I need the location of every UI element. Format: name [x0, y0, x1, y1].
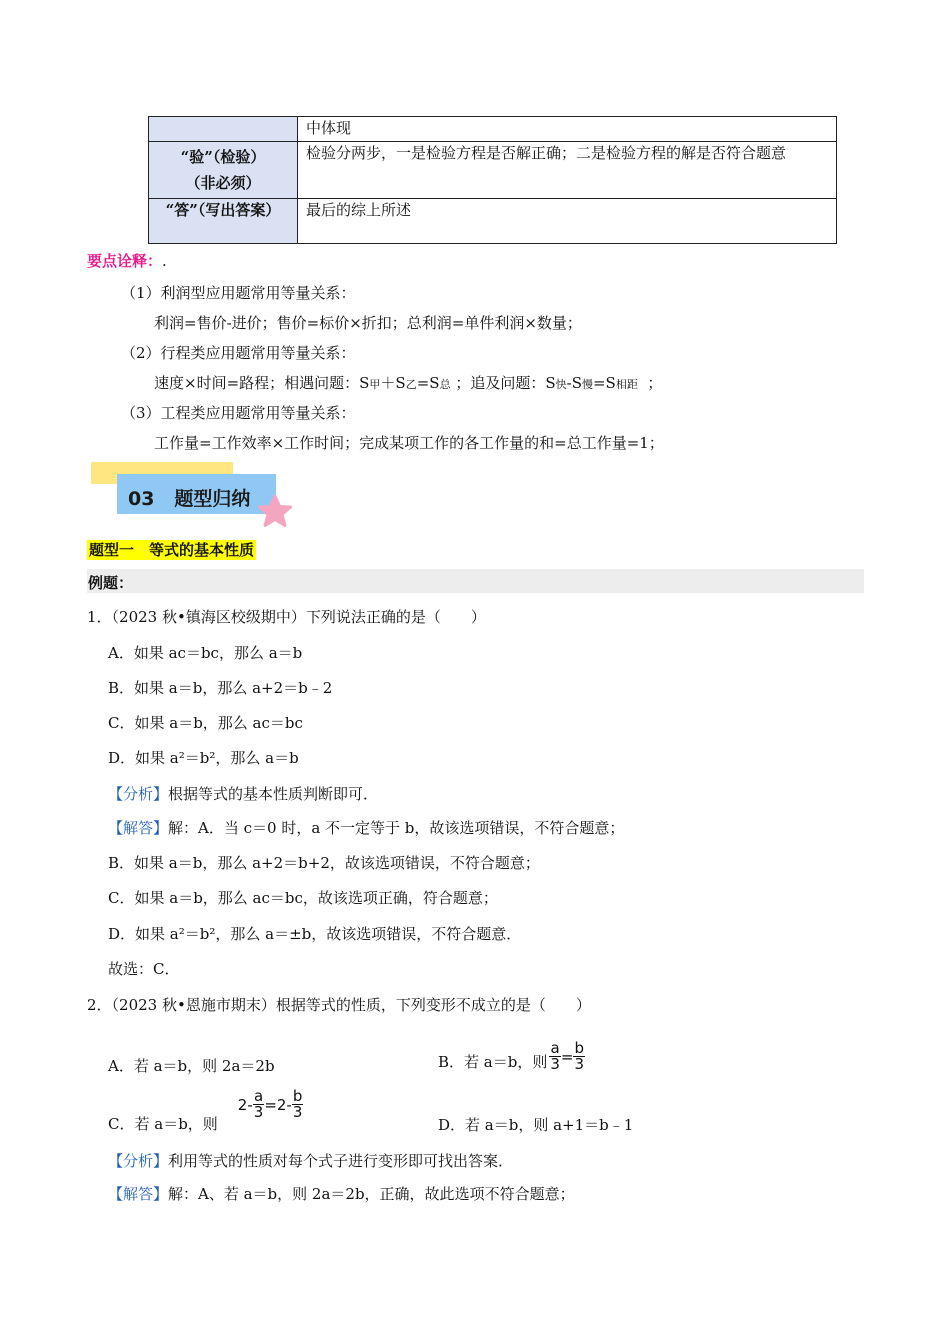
subscript: 慢 — [581, 378, 593, 391]
q1-option-d: D．如果 a²＝b²，那么 a＝b — [108, 749, 299, 767]
q1-choice: 故选：C． — [108, 960, 180, 978]
q2-option-a: A．若 a＝b，则 2a＝2b — [108, 1057, 275, 1075]
fraction — [292, 1089, 304, 1120]
table-label-cell — [149, 117, 298, 142]
option-prefix: B．若 a＝b，则 — [438, 1053, 548, 1071]
subscript: 相距 — [615, 378, 638, 391]
numerator: a — [253, 1087, 264, 1105]
equals: = — [560, 1047, 574, 1066]
note-item-1-body: 利润=售价-进价；售价=标价×折扣；总利润=单件利润×数量； — [154, 314, 582, 332]
fraction — [253, 1089, 265, 1120]
option-prefix: C．若 a＝b，则 — [108, 1115, 218, 1133]
label-line: （非必须） — [185, 174, 261, 192]
table-label-cell: “答”（写出答案） — [149, 199, 298, 244]
subscript: 乙 — [405, 378, 417, 391]
denominator: 3 — [253, 1103, 264, 1121]
label-line: “验”（检验） — [180, 148, 266, 166]
notes-title — [87, 250, 167, 271]
q1-option-a: A．如果 ac＝bc，那么 a＝b — [108, 644, 303, 662]
fraction — [573, 1041, 585, 1072]
expr-text: =2- — [264, 1095, 292, 1114]
denominator: 3 — [550, 1055, 560, 1073]
method-table — [148, 116, 837, 244]
answer-tag: 【解答】 — [108, 1185, 169, 1203]
banner-number: 03 — [128, 488, 155, 510]
table-content-cell: 中体现 — [298, 117, 837, 142]
note-item-3-body: 工作量=工作效率×工作时间；完成某项工作的各工作量的和=总工作量=1； — [154, 434, 664, 452]
example-bar — [87, 569, 864, 593]
analysis-tag: 【分析】 — [108, 785, 169, 803]
numerator: b — [292, 1087, 303, 1105]
banner-title: 题型归纳 — [174, 488, 251, 510]
analysis-text: 利用等式的性质对每个式子进行变形即可找出答案． — [168, 1152, 514, 1170]
table-content-cell: 最后的综上所述 — [298, 199, 837, 244]
q1-option-b: B．如果 a＝b，那么 a+2＝b﹣2 — [108, 679, 333, 697]
subscript: 总 — [439, 378, 451, 391]
analysis-tag: 【分析】 — [108, 1152, 169, 1170]
numerator: b — [574, 1039, 584, 1057]
fraction-expression — [238, 1089, 304, 1120]
type-title: 题型一 等式的基本性质 — [89, 541, 255, 559]
fraction — [549, 1041, 561, 1072]
q1-answer-c: C．如果 a＝b，那么 ac＝bc，故该选项正确，符合题意； — [108, 889, 498, 907]
note-item-3-title: （3）工程类应用题常用等量关系： — [121, 404, 356, 422]
q2-option-c — [108, 1087, 303, 1134]
subscript: 快 — [555, 378, 567, 391]
q2-option-b — [438, 1028, 585, 1072]
q1-answer-b: B．如果 a＝b，那么 a+2＝b+2，故该选项错误，不符合题意； — [108, 854, 540, 872]
table-content-cell: 检验分两步，一是检验方程是否解正确；二是检验方程的解是否符合题意 — [298, 142, 837, 199]
text: ； — [647, 374, 663, 392]
q1-answer — [108, 817, 624, 838]
table-row — [149, 142, 837, 199]
q2-analysis — [108, 1150, 513, 1171]
answer-tag: 【解答】 — [108, 819, 169, 837]
answer-text: 解：A、若 a＝b，则 2a＝2b，正确，故此选项不符合题意； — [168, 1185, 575, 1203]
answer-text: 解：A．当 c＝0 时，a 不一定等于 b，故该选项错误，不符合题意； — [168, 819, 625, 837]
text: ；追及问题：S — [455, 374, 556, 392]
notes-title-text: 要点诠释： — [87, 252, 163, 270]
table-label-cell — [149, 142, 298, 199]
text: -S — [566, 374, 582, 392]
analysis-text: 根据等式的基本性质判断即可． — [168, 785, 379, 803]
banner-heading — [128, 484, 250, 511]
text: =S — [416, 374, 440, 392]
numerator: a — [550, 1039, 560, 1057]
notes-title-suffix: . — [162, 252, 167, 270]
text: =S — [592, 374, 616, 392]
fraction-expression — [549, 1041, 585, 1072]
text: ＋S — [380, 374, 406, 392]
denominator: 3 — [292, 1103, 303, 1121]
subscript: 甲 — [369, 378, 381, 391]
text: S — [359, 374, 370, 392]
q1-option-c: C．如果 a＝b，那么 ac＝bc — [108, 714, 303, 732]
star-icon — [258, 494, 292, 528]
q2-stem: 2．（2023 秋•恩施市期末）根据等式的性质，下列变形不成立的是（ ） — [87, 996, 591, 1014]
note-item-2-title: （2）行程类应用题常用等量关系： — [121, 344, 356, 362]
q2-option-d: D．若 a＝b，则 a+1＝b﹣1 — [438, 1116, 634, 1134]
q2-answer — [108, 1183, 575, 1204]
example-label: 例题： — [88, 574, 134, 592]
table-row — [149, 117, 837, 142]
table-row — [149, 199, 837, 244]
denominator: 3 — [574, 1055, 585, 1073]
text: 速度×时间=路程；相遇问题： — [154, 374, 360, 392]
q1-answer-d: D．如果 a²＝b²，那么 a＝±b，故该选项错误，不符合题意． — [108, 925, 522, 943]
note-item-1-title: （1）利润型应用题常用等量关系： — [121, 284, 356, 302]
q1-analysis — [108, 783, 378, 804]
expr-text: 2- — [237, 1095, 253, 1114]
note-item-2-body — [154, 372, 662, 393]
q1-stem: 1．（2023 秋•镇海区校级期中）下列说法正确的是（ ） — [87, 608, 486, 626]
